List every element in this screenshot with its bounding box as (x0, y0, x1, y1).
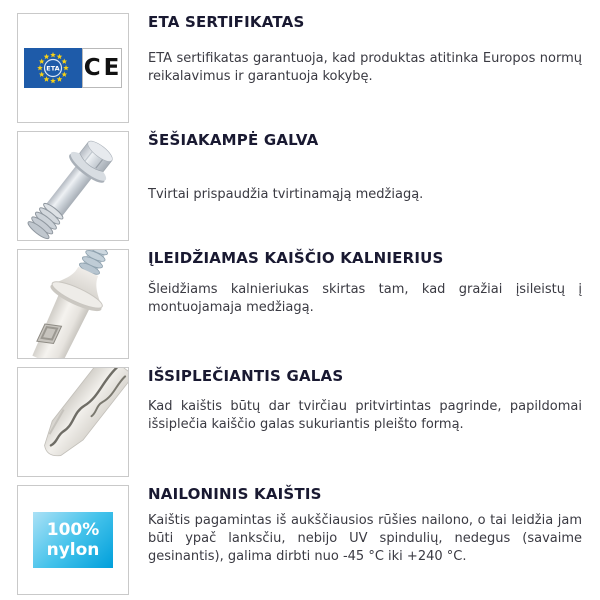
ce-mark-icon (82, 48, 122, 88)
feature-title: ETA SERTIFIKATAS (148, 13, 305, 31)
feature-content (148, 249, 582, 317)
hex-head-screw-image (17, 131, 129, 241)
anchor-collar-image (17, 249, 129, 359)
feature-content (148, 367, 582, 434)
nylon-percent-label: 100% (46, 520, 100, 540)
feature-title: IŠSIPLEČIANTIS GALAS (148, 367, 344, 385)
anchor-collar-photo-icon (18, 250, 128, 358)
feature-section-hex-head (17, 131, 582, 241)
feature-title: NAILONINIS KAIŠTIS (148, 485, 322, 503)
hex-screw-photo-icon (18, 132, 128, 240)
feature-description: Šleidžiams kalnieriukas skirtas tam, kad gražiai įsileistų į montuojamaja medžiagą. (148, 282, 582, 315)
expanding-end-photo-icon (18, 368, 128, 476)
feature-section-expanding-end (17, 367, 582, 477)
feature-title: ŠEŠIAKAMPĖ GALVA (148, 131, 319, 149)
feature-title: ĮLEIDŽIAMAS KAIŠČIO KALNIERIUS (148, 249, 444, 267)
ce-label: CE (83, 55, 123, 81)
feature-section-collar (17, 249, 582, 359)
eta-ce-logos (24, 48, 122, 88)
eu-flag-eta-icon (24, 48, 82, 88)
eta-ce-certificate-image (17, 13, 129, 123)
feature-content (148, 131, 582, 204)
feature-content (148, 485, 582, 566)
eta-label: ETA (46, 64, 60, 73)
nylon-100-badge-image (17, 485, 129, 595)
feature-section-eta (17, 13, 582, 123)
feature-section-nylon (17, 485, 582, 595)
expanding-end-image (17, 367, 129, 477)
nylon-word-label: nylon (46, 540, 100, 560)
nylon-badge (33, 512, 113, 568)
feature-description: ETA sertifikatas garantuoja, kad produktas atitinka Europos normų reikalavimus ir garantuoja kokybę. (148, 51, 582, 84)
feature-description: Kaištis pagamintas iš aukščiausios rūšies nailono, o tai leidžia jam būti ypač lanksčiu, nebijo UV spindulių, nedegus (savaime gesinantis), galima dirbti nuo -45 °C iki +240 °C. (148, 513, 582, 564)
feature-description: Tvirtai prispaudžia tvirtinamąją medžiagą. (148, 187, 424, 202)
feature-content (148, 13, 582, 86)
feature-description: Kad kaištis būtų dar tvirčiau pritvirtintas pagrinde, papildomai išsiplečia kaiščio galas sukuriantis pleišto formą. (148, 399, 582, 432)
